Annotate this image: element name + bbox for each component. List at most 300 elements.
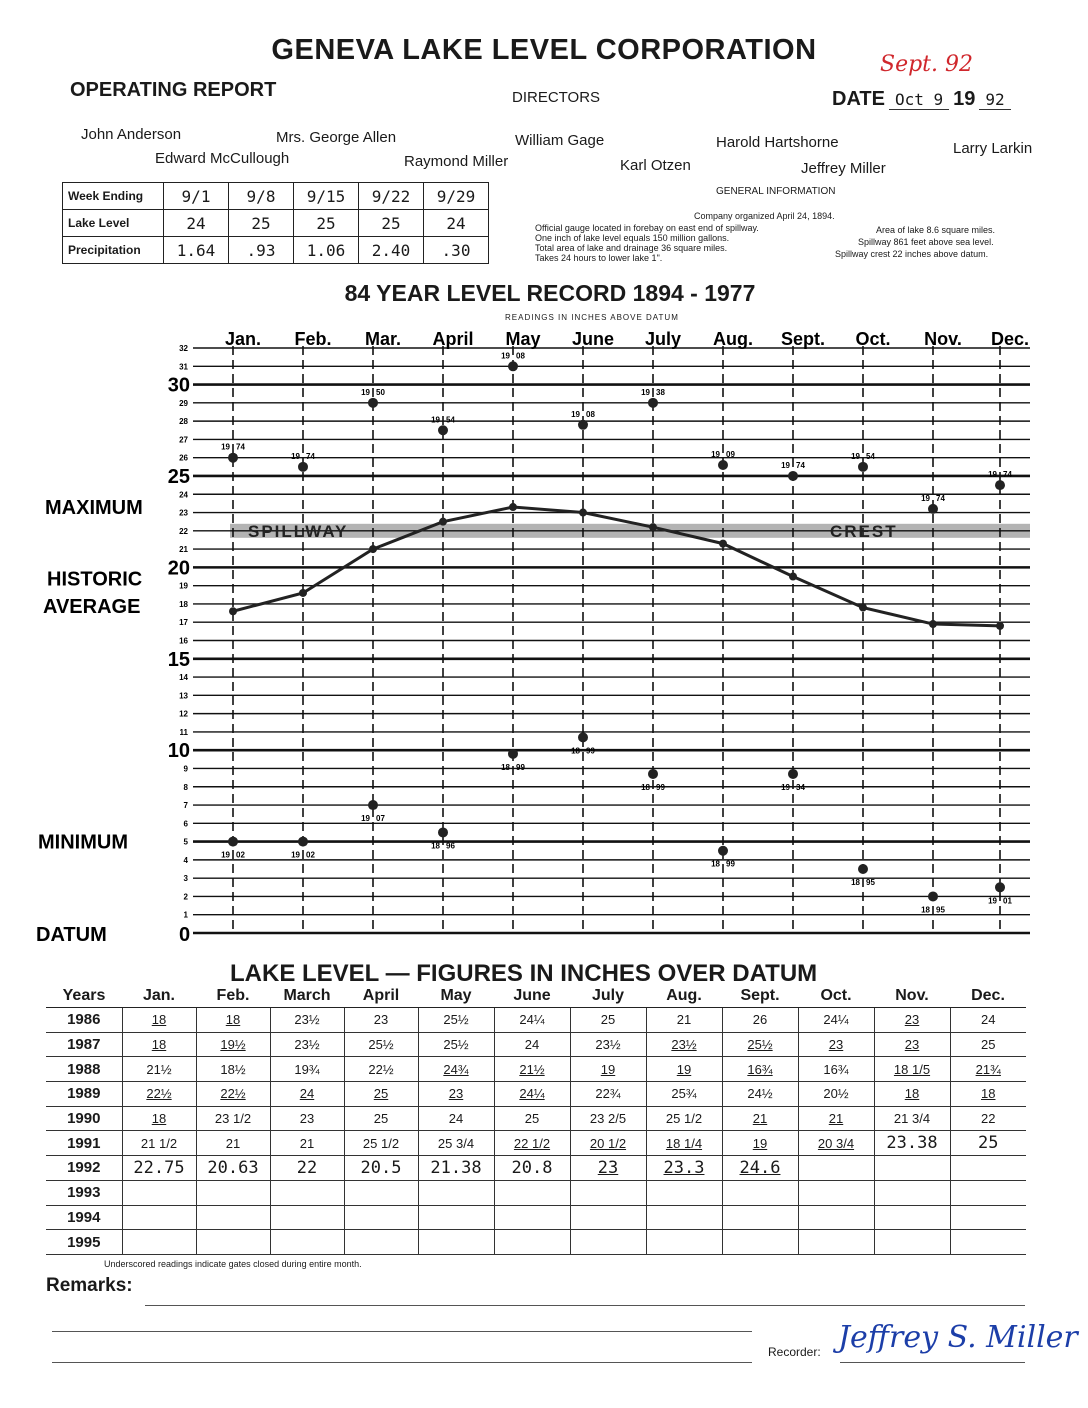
level-value: 21: [676, 1012, 692, 1028]
date-label: DATE: [832, 88, 885, 110]
row-label: Precipitation: [63, 237, 164, 264]
lake-table-header: [46, 985, 1026, 1008]
maximum-year-label: 19: [988, 470, 997, 480]
minimum-year-label: 96: [446, 841, 455, 851]
year-cell: 1986: [46, 1008, 122, 1033]
level-cell: [722, 1106, 798, 1131]
y-tick-label: 27: [179, 435, 188, 445]
level-cell: [122, 1008, 196, 1033]
level-cell: [722, 1082, 798, 1107]
level-value: 20½: [823, 1086, 849, 1102]
level-cell: [494, 1106, 570, 1131]
level-value: 19: [600, 1061, 616, 1077]
level-cell: [874, 1106, 950, 1131]
year-value: 92: [979, 90, 1010, 110]
level-cell: [270, 1082, 344, 1107]
table-row: [46, 1131, 1026, 1156]
handwritten-note: Sept. 92: [880, 52, 973, 77]
level-cell: [798, 1205, 874, 1230]
lake-level-cell: 24: [164, 210, 229, 237]
level-cell: [950, 1230, 1026, 1255]
level-cell: [122, 1180, 196, 1205]
level-value: 25½: [747, 1037, 773, 1053]
y-tick-label: 21: [179, 545, 188, 555]
level-cell: [646, 1106, 722, 1131]
y-tick-label: 20: [167, 557, 190, 580]
row-label: Week Ending: [63, 183, 164, 210]
y-tick-label: 23: [179, 508, 188, 518]
level-cell: [798, 1057, 874, 1082]
level-cell: [122, 1032, 196, 1057]
remarks-line: [145, 1305, 1025, 1306]
y-tick-label: 15: [167, 648, 190, 671]
general-info-line: Takes 24 hours to lower lake 1".: [535, 253, 663, 263]
level-value: 24½: [747, 1086, 773, 1102]
level-value: 16¾: [823, 1061, 849, 1077]
month-header: July: [570, 985, 646, 1008]
minimum-year-label: 01: [1003, 896, 1012, 906]
level-cell: [344, 1156, 418, 1181]
y-tick-label: 24: [179, 490, 188, 500]
maximum-point: [928, 504, 938, 514]
year-cell: 1988: [46, 1057, 122, 1082]
minimum-year-label: 99: [586, 746, 595, 756]
level-cell: [122, 1156, 196, 1181]
level-cell: [418, 1106, 494, 1131]
month-header: Dec.: [950, 985, 1026, 1008]
level-value: 25: [600, 1012, 616, 1028]
month-header: Sept.: [722, 985, 798, 1008]
level-cell: [646, 1156, 722, 1181]
month-header: Feb.: [196, 985, 270, 1008]
level-cell: [646, 1230, 722, 1255]
director-name: Karl Otzen: [620, 157, 691, 174]
level-value: 25: [373, 1111, 389, 1127]
recorder-line: [840, 1362, 1025, 1363]
level-cell: [722, 1156, 798, 1181]
maximum-point: [578, 420, 588, 430]
y-tick-label: 17: [179, 618, 188, 628]
remarks-line: [52, 1362, 752, 1363]
average-point: [859, 604, 867, 612]
minimum-year-label: 02: [236, 850, 245, 860]
level-cell: [494, 1008, 570, 1033]
lake-level-cell: 25: [359, 210, 424, 237]
precipitation-row: [63, 237, 489, 264]
month-header: May: [418, 985, 494, 1008]
level-value: 23: [597, 1157, 619, 1178]
month-label: Aug.: [713, 329, 753, 349]
level-cell: [122, 1082, 196, 1107]
level-cell: [270, 1205, 344, 1230]
level-cell: [270, 1156, 344, 1181]
month-label: June: [571, 329, 615, 349]
month-label: May: [505, 329, 541, 349]
level-cell: [122, 1205, 196, 1230]
maximum-year-label: 19: [361, 387, 370, 397]
level-cell: [418, 1057, 494, 1082]
director-name: Harold Hartshorne: [716, 134, 839, 151]
maximum-year-label: 19: [501, 351, 510, 361]
minimum-point: [928, 891, 938, 901]
level-cell: [798, 1131, 874, 1156]
level-value: 22: [296, 1157, 318, 1178]
maximum-point: [718, 460, 728, 470]
minimum-point: [858, 864, 868, 874]
level-cell: [646, 1057, 722, 1082]
level-cell: [798, 1106, 874, 1131]
level-value: 22: [981, 1111, 996, 1127]
average-point: [789, 573, 797, 581]
minimum-year-label: 19: [361, 814, 370, 824]
year-cell: 1995: [46, 1230, 122, 1255]
level-value: 23.3: [663, 1157, 705, 1178]
level-cell: [950, 1082, 1026, 1107]
level-cell: [494, 1082, 570, 1107]
level-cell: [270, 1180, 344, 1205]
maximum-year-label: 19: [781, 460, 790, 470]
minimum-point: [228, 837, 238, 847]
level-cell: [646, 1180, 722, 1205]
minimum-year-label: 19: [781, 782, 790, 792]
level-value: 25½: [443, 1037, 469, 1053]
lake-level-table: [46, 985, 1026, 1255]
level-cell: [344, 1082, 418, 1107]
month-label: April: [432, 329, 474, 349]
years-header: Years: [46, 985, 122, 1008]
month-label: Dec.: [990, 329, 1030, 349]
month-label: Mar.: [364, 329, 402, 349]
general-info-line: One inch of lake level equals 150 million gallons.: [535, 233, 730, 243]
level-value: 23½: [595, 1037, 621, 1053]
level-cell: [722, 1230, 798, 1255]
level-cell: [122, 1230, 196, 1255]
level-cell: [874, 1180, 950, 1205]
level-cell: [646, 1205, 722, 1230]
precipitation-cell: 1.64: [164, 237, 229, 264]
level-cell: [722, 1008, 798, 1033]
level-value: 21 1/2: [140, 1135, 178, 1151]
level-value: 24: [448, 1111, 464, 1127]
level-cell: [196, 1230, 270, 1255]
minimum-year-label: 18: [431, 841, 440, 851]
y-tick-label: 30: [167, 374, 190, 397]
historic-label: HISTORIC: [47, 568, 143, 591]
y-tick-label: 31: [179, 362, 188, 372]
maximum-year-label: 19: [711, 450, 720, 459]
level-cell: [418, 1230, 494, 1255]
y-tick-label: 6: [183, 819, 188, 829]
minimum-point: [648, 769, 658, 779]
y-tick-label: 4: [183, 855, 188, 865]
level-value: 25: [373, 1086, 389, 1102]
level-value: 20.5: [360, 1157, 402, 1178]
year-cell: 1989: [46, 1082, 122, 1107]
level-value: 25 3/4: [437, 1135, 475, 1151]
level-cell: [122, 1106, 196, 1131]
level-value: 23½: [294, 1037, 320, 1053]
week-ending-cell: 9/29: [424, 183, 489, 210]
maximum-year-label: 08: [586, 409, 595, 419]
level-cell: [646, 1008, 722, 1033]
level-value: 24¼: [519, 1012, 545, 1028]
month-label: Nov.: [924, 329, 962, 349]
level-cell: [196, 1008, 270, 1033]
level-cell: [122, 1057, 196, 1082]
level-value: 18: [904, 1086, 920, 1102]
y-tick-label: 7: [183, 801, 188, 811]
remarks-line: [52, 1331, 752, 1332]
year-cell: 1993: [46, 1180, 122, 1205]
minimum-year-label: 19: [291, 850, 300, 860]
level-cell: [494, 1131, 570, 1156]
level-cell: [344, 1205, 418, 1230]
level-value: 22½: [368, 1061, 394, 1077]
level-cell: [494, 1230, 570, 1255]
level-cell: [196, 1032, 270, 1057]
level-value: 24: [299, 1086, 315, 1102]
maximum-point: [788, 471, 798, 481]
crest-text: CREST: [830, 521, 898, 541]
maximum-point: [368, 398, 378, 408]
minimum-year-label: 99: [656, 782, 665, 792]
level-cell: [950, 1205, 1026, 1230]
minimum-year-label: 18: [711, 859, 720, 869]
general-info-line: Area of lake 8.6 square miles.: [876, 225, 996, 235]
level-value: 23: [448, 1086, 464, 1102]
director-name: Jeffrey Miller: [801, 160, 886, 177]
year-cell: 1990: [46, 1106, 122, 1131]
level-cell: [798, 1082, 874, 1107]
level-cell: [874, 1082, 950, 1107]
y-tick-label: 1: [183, 910, 188, 920]
y-tick-label: 19: [179, 581, 188, 591]
level-value: 21¾: [975, 1061, 1001, 1077]
general-info-organized: Company organized April 24, 1894.: [694, 211, 835, 221]
table-row: [46, 1156, 1026, 1181]
maximum-year-label: 08: [516, 351, 525, 361]
month-label: Oct.: [855, 329, 891, 349]
maximum-point: [648, 398, 658, 408]
level-value: 23: [299, 1111, 315, 1127]
maximum-year-label: 19: [571, 409, 580, 419]
level-cell: [344, 1106, 418, 1131]
minimum-point: [368, 800, 378, 810]
minimum-point: [298, 837, 308, 847]
director-name: Larry Larkin: [953, 140, 1033, 157]
average-point: [509, 503, 517, 511]
level-cell: [722, 1057, 798, 1082]
maximum-year-label: 19: [291, 451, 300, 461]
maximum-point: [438, 425, 448, 435]
level-cell: [570, 1082, 646, 1107]
maximum-year-label: 19: [221, 442, 230, 452]
minimum-year-label: 02: [306, 850, 315, 860]
week-ending-cell: 9/8: [229, 183, 294, 210]
average-point: [649, 523, 657, 531]
level-cell: [270, 1131, 344, 1156]
maximum-year-label: 54: [866, 451, 875, 461]
level-cell: [798, 1180, 874, 1205]
level-cell: [874, 1032, 950, 1057]
year-prefix: 19: [953, 88, 976, 110]
level-cell: [418, 1082, 494, 1107]
table-row: [46, 1008, 1026, 1033]
y-tick-label: 28: [179, 417, 188, 427]
level-cell: [344, 1032, 418, 1057]
level-cell: [122, 1131, 196, 1156]
level-value: 19: [676, 1061, 692, 1077]
y-tick-label: 26: [179, 453, 188, 463]
level-cell: [196, 1082, 270, 1107]
level-value: 25½: [368, 1037, 394, 1053]
level-value: 22 1/2: [513, 1135, 551, 1151]
minimum-point: [995, 882, 1005, 892]
table-row: [46, 1082, 1026, 1107]
level-cell: [418, 1156, 494, 1181]
level-value: 25: [524, 1111, 540, 1127]
director-name: Edward McCullough: [155, 150, 290, 167]
maximum-year-label: 19: [641, 387, 650, 397]
level-cell: [798, 1230, 874, 1255]
minimum-year-label: 18: [921, 905, 930, 915]
level-cell: [344, 1230, 418, 1255]
level-value: 24¼: [519, 1086, 545, 1102]
maximum-year-label: 19: [851, 451, 860, 461]
minimum-point: [508, 749, 518, 759]
general-info-line: Spillway crest 22 inches above datum.: [835, 249, 989, 259]
level-value: 21½: [146, 1061, 172, 1077]
level-cell: [722, 1205, 798, 1230]
level-cell: [874, 1156, 950, 1181]
month-label: Sept.: [780, 329, 826, 349]
level-cell: [570, 1106, 646, 1131]
level-record-chart: [0, 320, 1088, 960]
precipitation-cell: .93: [229, 237, 294, 264]
level-value: 24¾: [443, 1061, 469, 1077]
level-cell: [270, 1057, 344, 1082]
average-point: [929, 620, 937, 628]
average-point: [299, 589, 307, 597]
y-tick-label: 8: [183, 782, 188, 792]
year-cell: 1994: [46, 1205, 122, 1230]
month-label: Jan.: [224, 329, 262, 349]
level-value: 18: [225, 1012, 241, 1028]
month-label: July: [644, 329, 682, 349]
table-row: [46, 1032, 1026, 1057]
average-point: [439, 518, 447, 526]
level-value: 21: [225, 1135, 241, 1151]
lake-level-row: [63, 210, 489, 237]
year-cell: 1992: [46, 1156, 122, 1181]
level-cell: [950, 1180, 1026, 1205]
level-cell: [344, 1131, 418, 1156]
level-value: 20 1/2: [589, 1135, 627, 1151]
level-value: 23 1/2: [214, 1111, 252, 1127]
level-value: 18: [151, 1012, 167, 1028]
month-header: Jan.: [122, 985, 196, 1008]
level-cell: [722, 1180, 798, 1205]
level-cell: [570, 1205, 646, 1230]
level-cell: [344, 1180, 418, 1205]
year-cell: 1991: [46, 1131, 122, 1156]
y-tick-label: 10: [167, 740, 190, 763]
level-cell: [418, 1180, 494, 1205]
date-field: [832, 88, 1015, 111]
level-cell: [270, 1106, 344, 1131]
level-value: 23: [373, 1012, 389, 1028]
average-point: [579, 509, 587, 517]
level-value: 18: [151, 1111, 167, 1127]
director-name: Mrs. George Allen: [276, 129, 397, 146]
minimum-year-label: 99: [726, 859, 735, 869]
general-info-title: GENERAL INFORMATION: [716, 186, 836, 197]
level-cell: [950, 1106, 1026, 1131]
level-cell: [874, 1205, 950, 1230]
level-value: 22.75: [133, 1157, 185, 1178]
level-cell: [570, 1131, 646, 1156]
level-value: 22¾: [595, 1086, 621, 1102]
level-cell: [950, 1131, 1026, 1156]
spillway-text: SPILLWAY: [248, 521, 349, 541]
average-point: [369, 545, 377, 553]
level-value: 23½: [294, 1012, 320, 1028]
level-value: 20 3/4: [817, 1135, 855, 1151]
level-cell: [494, 1205, 570, 1230]
level-value: 21.38: [430, 1157, 482, 1178]
level-cell: [646, 1032, 722, 1057]
maximum-year-label: 50: [376, 387, 385, 397]
weekly-table: [62, 182, 489, 264]
level-value: 22½: [146, 1086, 172, 1102]
level-cell: [874, 1230, 950, 1255]
y-tick-label: 5: [183, 837, 188, 847]
month-header: Nov.: [874, 985, 950, 1008]
y-tick-label: 29: [179, 398, 188, 408]
table-row: [46, 1180, 1026, 1205]
average-label: AVERAGE: [43, 595, 141, 618]
y-tick-label: 2: [183, 892, 188, 902]
minimum-year-label: 95: [936, 905, 945, 915]
remarks-label: Remarks:: [46, 1275, 133, 1296]
level-cell: [646, 1082, 722, 1107]
minimum-year-label: 95: [866, 878, 875, 888]
level-cell: [570, 1156, 646, 1181]
lake-level-cell: 24: [424, 210, 489, 237]
level-cell: [270, 1032, 344, 1057]
level-value: 18: [981, 1086, 996, 1102]
y-tick-label: 11: [179, 727, 188, 737]
level-cell: [418, 1008, 494, 1033]
level-value: 24¼: [823, 1012, 849, 1028]
level-value: 21 3/4: [893, 1111, 931, 1127]
lake-table-title: LAKE LEVEL — FIGURES IN INCHES OVER DATUM: [230, 960, 818, 987]
general-info-line: Spillway 861 feet above sea level.: [858, 237, 994, 247]
level-cell: [950, 1057, 1026, 1082]
level-value: 18½: [220, 1061, 246, 1077]
table-row: [46, 1057, 1026, 1082]
operating-report-label: OPERATING REPORT: [70, 79, 277, 101]
level-cell: [418, 1205, 494, 1230]
maximum-year-label: 74: [306, 451, 315, 461]
level-cell: [344, 1008, 418, 1033]
level-cell: [344, 1057, 418, 1082]
y-tick-label: 12: [179, 709, 188, 719]
month-header: March: [270, 985, 344, 1008]
level-cell: [950, 1156, 1026, 1181]
minimum-year-label: 19: [988, 896, 997, 906]
level-cell: [950, 1032, 1026, 1057]
